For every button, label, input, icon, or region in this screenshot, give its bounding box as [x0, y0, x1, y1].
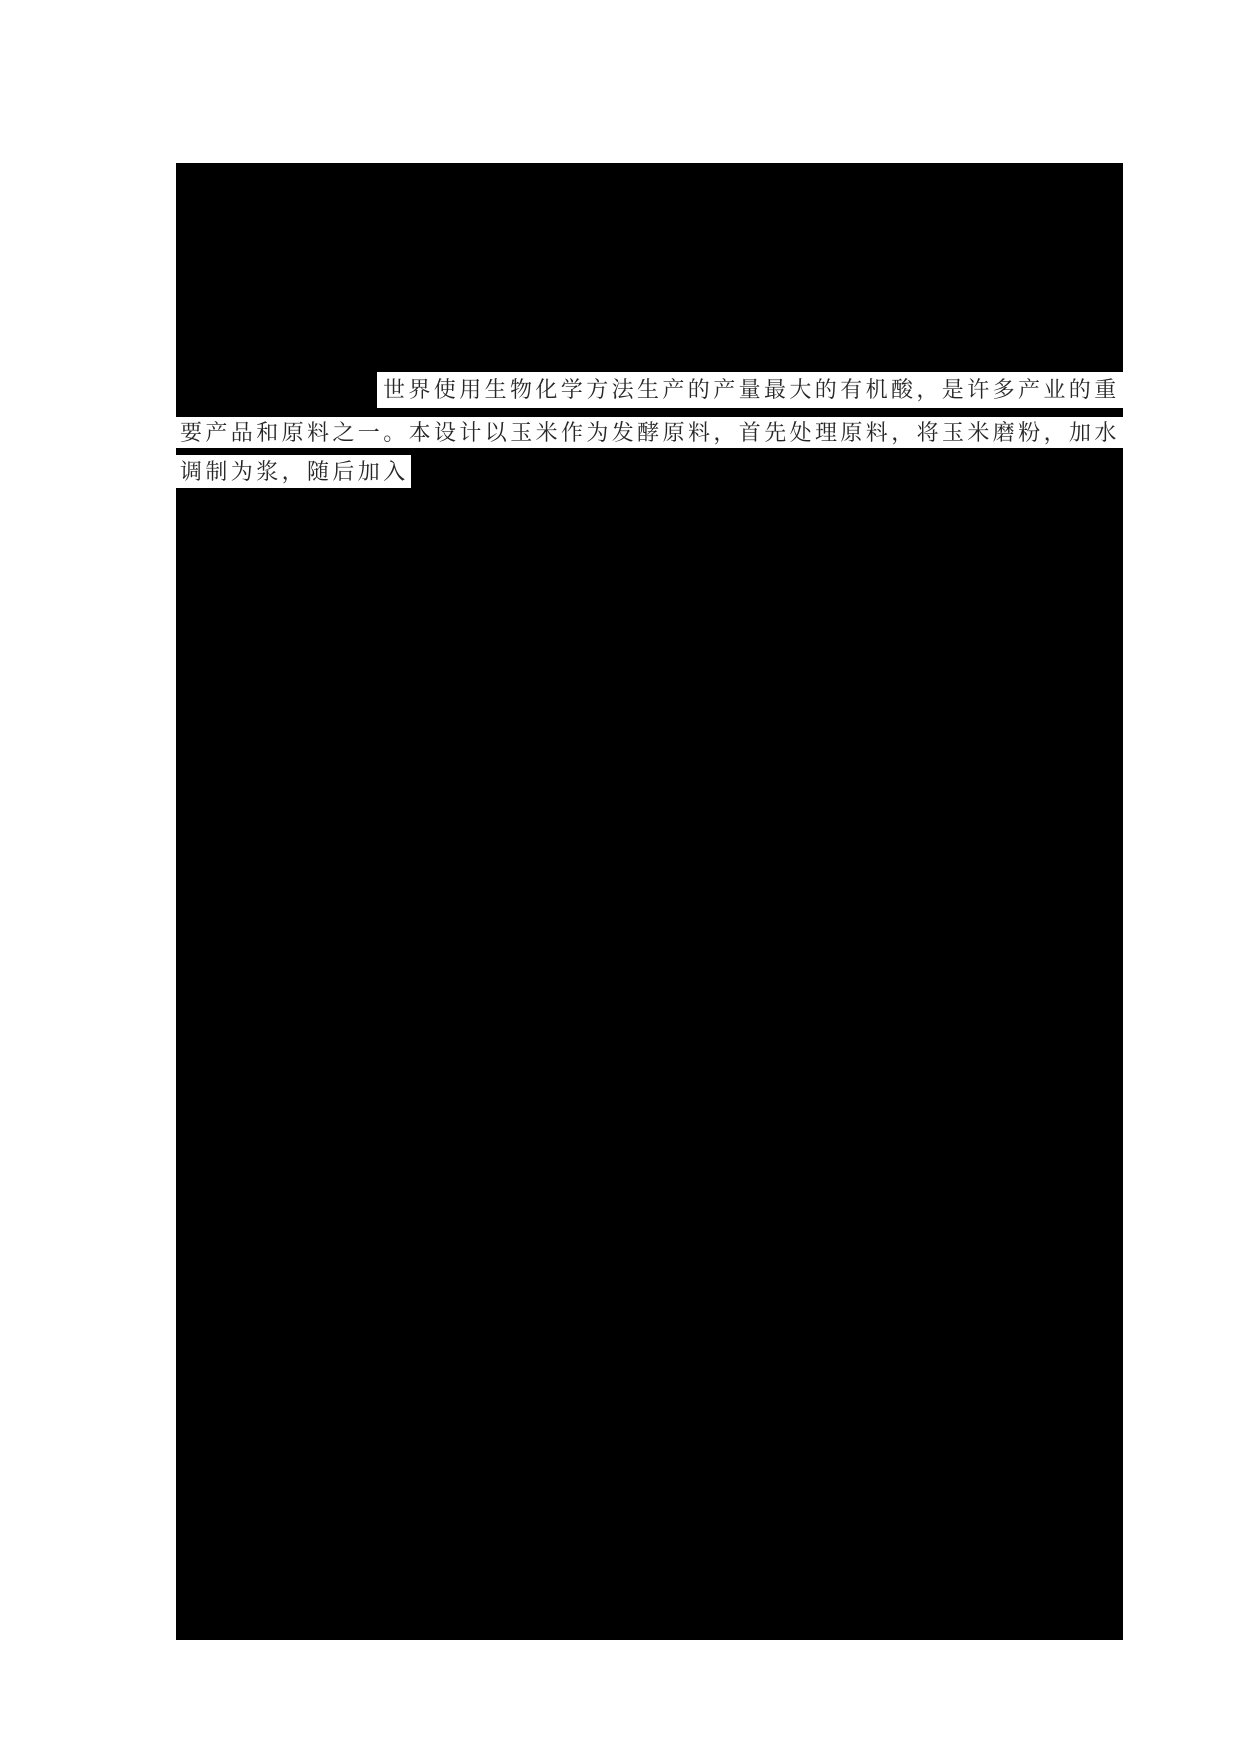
text-line: 世界使用生物化学方法生产的产量最大的有机酸，是许多产业的重 [377, 372, 1123, 408]
text-line: 要产品和原料之一。本设计以玉米作为发酵原料，首先处理原料，将玉米磨粉，加水 [176, 417, 1123, 448]
text-line: 调制为浆，随后加入 [176, 455, 411, 488]
